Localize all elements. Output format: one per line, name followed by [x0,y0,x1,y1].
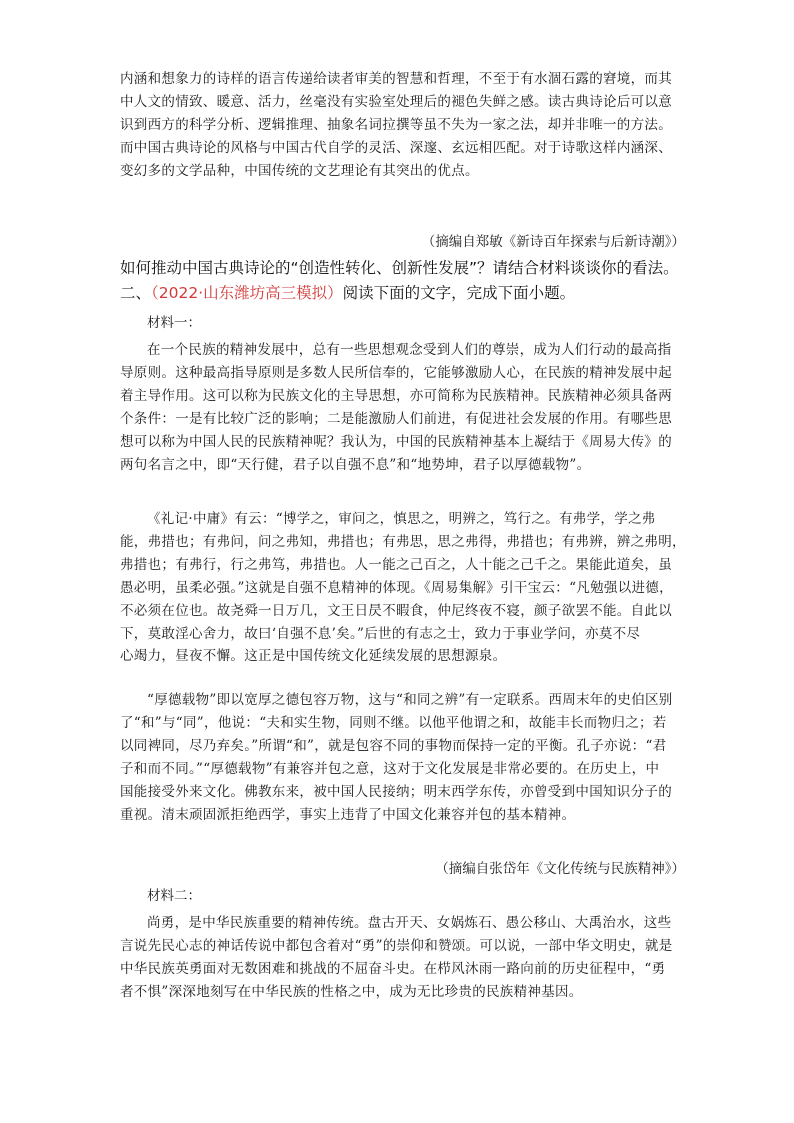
section-number: 二、 [120,284,152,302]
text-line: “厚德载物”即以宽厚之德包容万物，这与“和同之辨”有一定联系。西周末年的史伯区别 [147,692,673,708]
text-line: 而中国古典诗论的风格与中国古代自学的灵活、深邃、玄远相匹配。对于诗歌这样内涵深、 [120,139,672,156]
text-line: 者不惧”深深地刻写在中华民族的性格之中，成为无比珍贵的民族精神基因。 [120,983,583,1000]
text-line: 在一个民族的精神发展中，总有一些思想观念受到人们的尊崇，成为人们行动的最高指 [147,342,672,358]
text-line: 言说先民心志的神话传说中都包含着对“勇”的崇仰和赞颂。可以说，一部中华文明史，就是 [120,937,673,954]
text-line: 两句名言之中，即“天行健，君子以自强不息”和“地势坤，君子以厚德载物”。 [120,456,591,473]
text-line: 弗措也；有弗行，行之弗笃，弗措也。人一能之己百之，人十能之己千之。果能此道矣，虽 [120,556,672,573]
text-line: 尚勇，是中华民族重要的精神传统。盘古开天、女娲炼石、愚公移山、大禹治水，这些 [147,915,672,931]
text-line: 个条件：一是有比较广泛的影响；二是能激励人们前进，有促进社会发展的作用。有哪些思 [120,410,672,427]
section-header [120,281,700,305]
excerpt-source: （摘编自郑敏《新诗百年探索与后新诗潮》） [421,234,685,250]
text-line: 《礼记·中庸》有云：“博学之，审问之，慎思之，明辨之，笃行之。有弗学，学之弗 [147,511,656,527]
material1-paragraph-2 [120,508,685,668]
material1-paragraph-3 [120,689,685,826]
material1-paragraph-1 [120,339,685,476]
text-line: 着主导作用。这可以称为民族文化的主导思想，亦可简称为民族精神。民族精神必须具备两 [120,387,672,404]
material2-paragraph [120,912,685,1004]
text-line: 能，弗措也；有弗问，问之弗知，弗措也；有弗思，思之弗得，弗措也；有弗辨，辨之弗明， [120,533,686,550]
text-line: 国能接受外来文化。佛教东来，被中国人民接纳；明末西学东传，亦曾受到中国知识分子的 [120,783,672,800]
text-line: 心竭力，昼夜不懈。这正是中国传统文化延续发展的思想源泉。 [120,648,507,665]
material-label: 材料二： [147,888,201,904]
text-line: 中华民族英勇面对无数困难和挑战的不屈奋斗史。在栉风沐雨一路向前的历史征程中，“勇 [120,960,666,977]
text-line: 了“和”与“同”，他说：“夫和实生物，同则不继。以他平他谓之和，故能丰长而物归之；若 [120,714,667,731]
text-line: 重视。清末顽固派拒绝西学，事实上违背了中国文化兼容并包的基本精神。 [120,806,576,823]
source-tag: （2022·山东潍坊高三模拟） [151,284,343,302]
text-line: 识到西方的科学分析、逻辑推理、抽象名词拉撰等虽不失为一家之法，却并非唯一的方法。 [120,116,672,133]
text-line: 不必须在位也。故尧舜一日万几，文王日昃不暇食，仲尼终夜不寝，颜子欲罢不能。自此以 [120,602,672,619]
text-line: 想可以称为中国人民的民族精神呢？我认为，中国的民族精神基本上凝结于《周易大传》的 [120,433,672,450]
text-line: 内涵和想象力的诗样的语言传递给读者审美的智慧和哲理，不至于有水涸石露的窘境，而其 [120,71,672,87]
material-label: 材料一： [147,315,201,331]
question-text: 如何推动中国古典诗论的“创造性转化、创新性发展”？请结合材料谈谈你的看法。 [120,259,679,277]
text-line: 下，莫敢淫心舍力，故曰‘自强不息’矣。”后世的有志之士，致力于事业学问，亦莫不尽 [120,625,641,642]
material1-source: （摘编自张岱年《文化传统与民族精神》） [435,861,685,877]
text-line: 中人文的情致、暖意、活力，丝毫没有实验室处理后的褪色失鲜之感。读古典诗论后可以意 [120,93,672,110]
text-line: 导原则。这种最高指导原则是多数人民所信奉的，它能够激励人心，在民族的精神发展中起 [120,364,672,381]
text-line: 愚必明，虽柔必强。”这就是自强不息精神的体现。《周易集解》引干宝云：“凡勉强以进德， [120,579,673,596]
excerpt-paragraph [120,68,685,183]
text-line: 子和而不同。”“厚德载物”有兼容并包之意，这对于文化发展是非常必要的。在历史上，中 [120,760,660,777]
section-instruction: 阅读下面的文字，完成下面小题。 [342,284,576,302]
text-line: 变幻多的文学品种，中国传统的文艺理论有其突出的优点。 [120,162,479,179]
text-line: 以同裨同，尽乃弃矣。”所谓“和”，就是包容不同的事物而保持一定的平衡。孔子亦说：“君 [120,737,667,754]
